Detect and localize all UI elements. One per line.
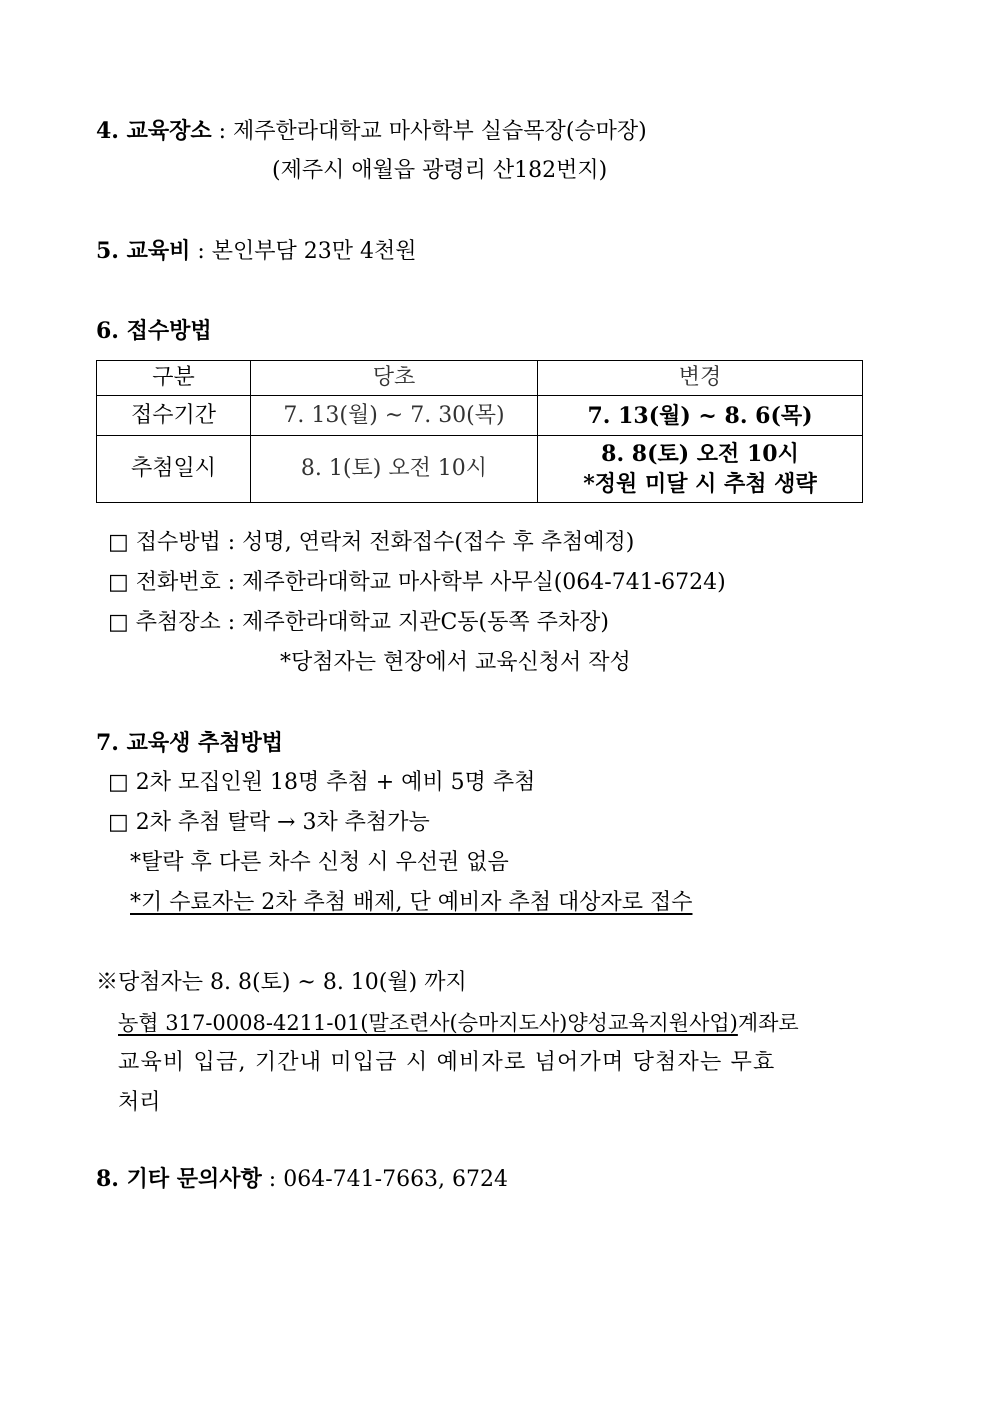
table-cell-changed: 7. 13(월) ~ 8. 6(목): [538, 396, 863, 436]
draw-note: *탈락 후 다른 차수 신청 시 우선권 없음: [130, 850, 509, 875]
payment-instructions-end: 처리: [118, 1090, 161, 1115]
table-row: [97, 436, 863, 503]
bank-account-tail: 계좌로: [737, 1011, 799, 1035]
table-cell-original: 8. 1(토) 오전 10시: [251, 436, 538, 503]
draw-item: □ 2차 모집인원 18명 추첨 + 예비 5명 추첨: [108, 770, 536, 795]
winner-note: *당첨자는 현장에서 교육신청서 작성: [280, 650, 631, 675]
phone-number-item: □ 전화번호 : 제주한라대학교 마사학부 사무실(064-741-6724): [108, 570, 726, 595]
payment-instructions: 교육비 입금, 기간내 미입금 시 예비자로 넘어가며 당첨자는 무효: [118, 1050, 776, 1075]
section-5-heading: 5. 교육비: [96, 238, 191, 264]
section-4-location: 제주한라대학교 마사학부 실습목장(승마장): [233, 119, 647, 144]
section-5-line: [96, 236, 417, 267]
table-cell-label: 접수기간: [97, 396, 251, 436]
table-cell-changed: [538, 436, 863, 503]
table-cell-changed-note: *정원 미달 시 추첨 생략: [583, 471, 817, 497]
section-5-separator: :: [190, 239, 212, 264]
section-4-line: [96, 116, 647, 147]
table-header-original: 당초: [251, 361, 538, 396]
table-header-changed: 변경: [538, 361, 863, 396]
table-cell-label: 추첨일시: [97, 436, 251, 503]
section-4-address: (제주시 애월읍 광령리 산182번지): [272, 158, 608, 183]
bank-account: 농협 317-0008-4211-01(말조련사(승마지도사)양성교육지원사업): [118, 1011, 738, 1035]
draw-location-item: □ 추첨장소 : 제주한라대학교 지관C동(동쪽 주차장): [108, 610, 609, 635]
section-8-separator: :: [261, 1167, 284, 1192]
payment-account-line: [118, 1008, 799, 1038]
section-6-heading: 6. 접수방법: [96, 318, 212, 344]
section-8-line: [96, 1164, 508, 1195]
table-cell-original: 7. 13(월) ~ 7. 30(목): [251, 396, 538, 436]
table-header-row: [97, 361, 863, 396]
table-row: [97, 396, 863, 436]
table-cell-changed-line: 8. 8(토) 오전 10시: [601, 441, 799, 467]
contact-numbers: 064-741-7663, 6724: [283, 1167, 509, 1192]
draw-item: □ 2차 추첨 탈락 → 3차 추첨가능: [108, 810, 430, 835]
intake-schedule-table: [96, 360, 863, 503]
section-4-heading: 4. 교육장소: [96, 118, 212, 144]
draw-note-underlined: *기 수료자는 2차 추첨 배제, 단 예비자 추첨 대상자로 접수: [130, 890, 693, 915]
section-4-separator: :: [211, 119, 234, 144]
section-5-fee: 본인부담 23만 4천원: [211, 239, 417, 264]
table-header-category: 구분: [97, 361, 251, 396]
section-8-heading: 8. 기타 문의사항: [96, 1166, 262, 1192]
section-7-heading: 7. 교육생 추첨방법: [96, 730, 284, 756]
intake-method-item: □ 접수방법 : 성명, 연락처 전화접수(접수 후 추첨예정): [108, 530, 635, 555]
payment-period: ※당첨자는 8. 8(토) ~ 8. 10(월) 까지: [96, 970, 467, 995]
